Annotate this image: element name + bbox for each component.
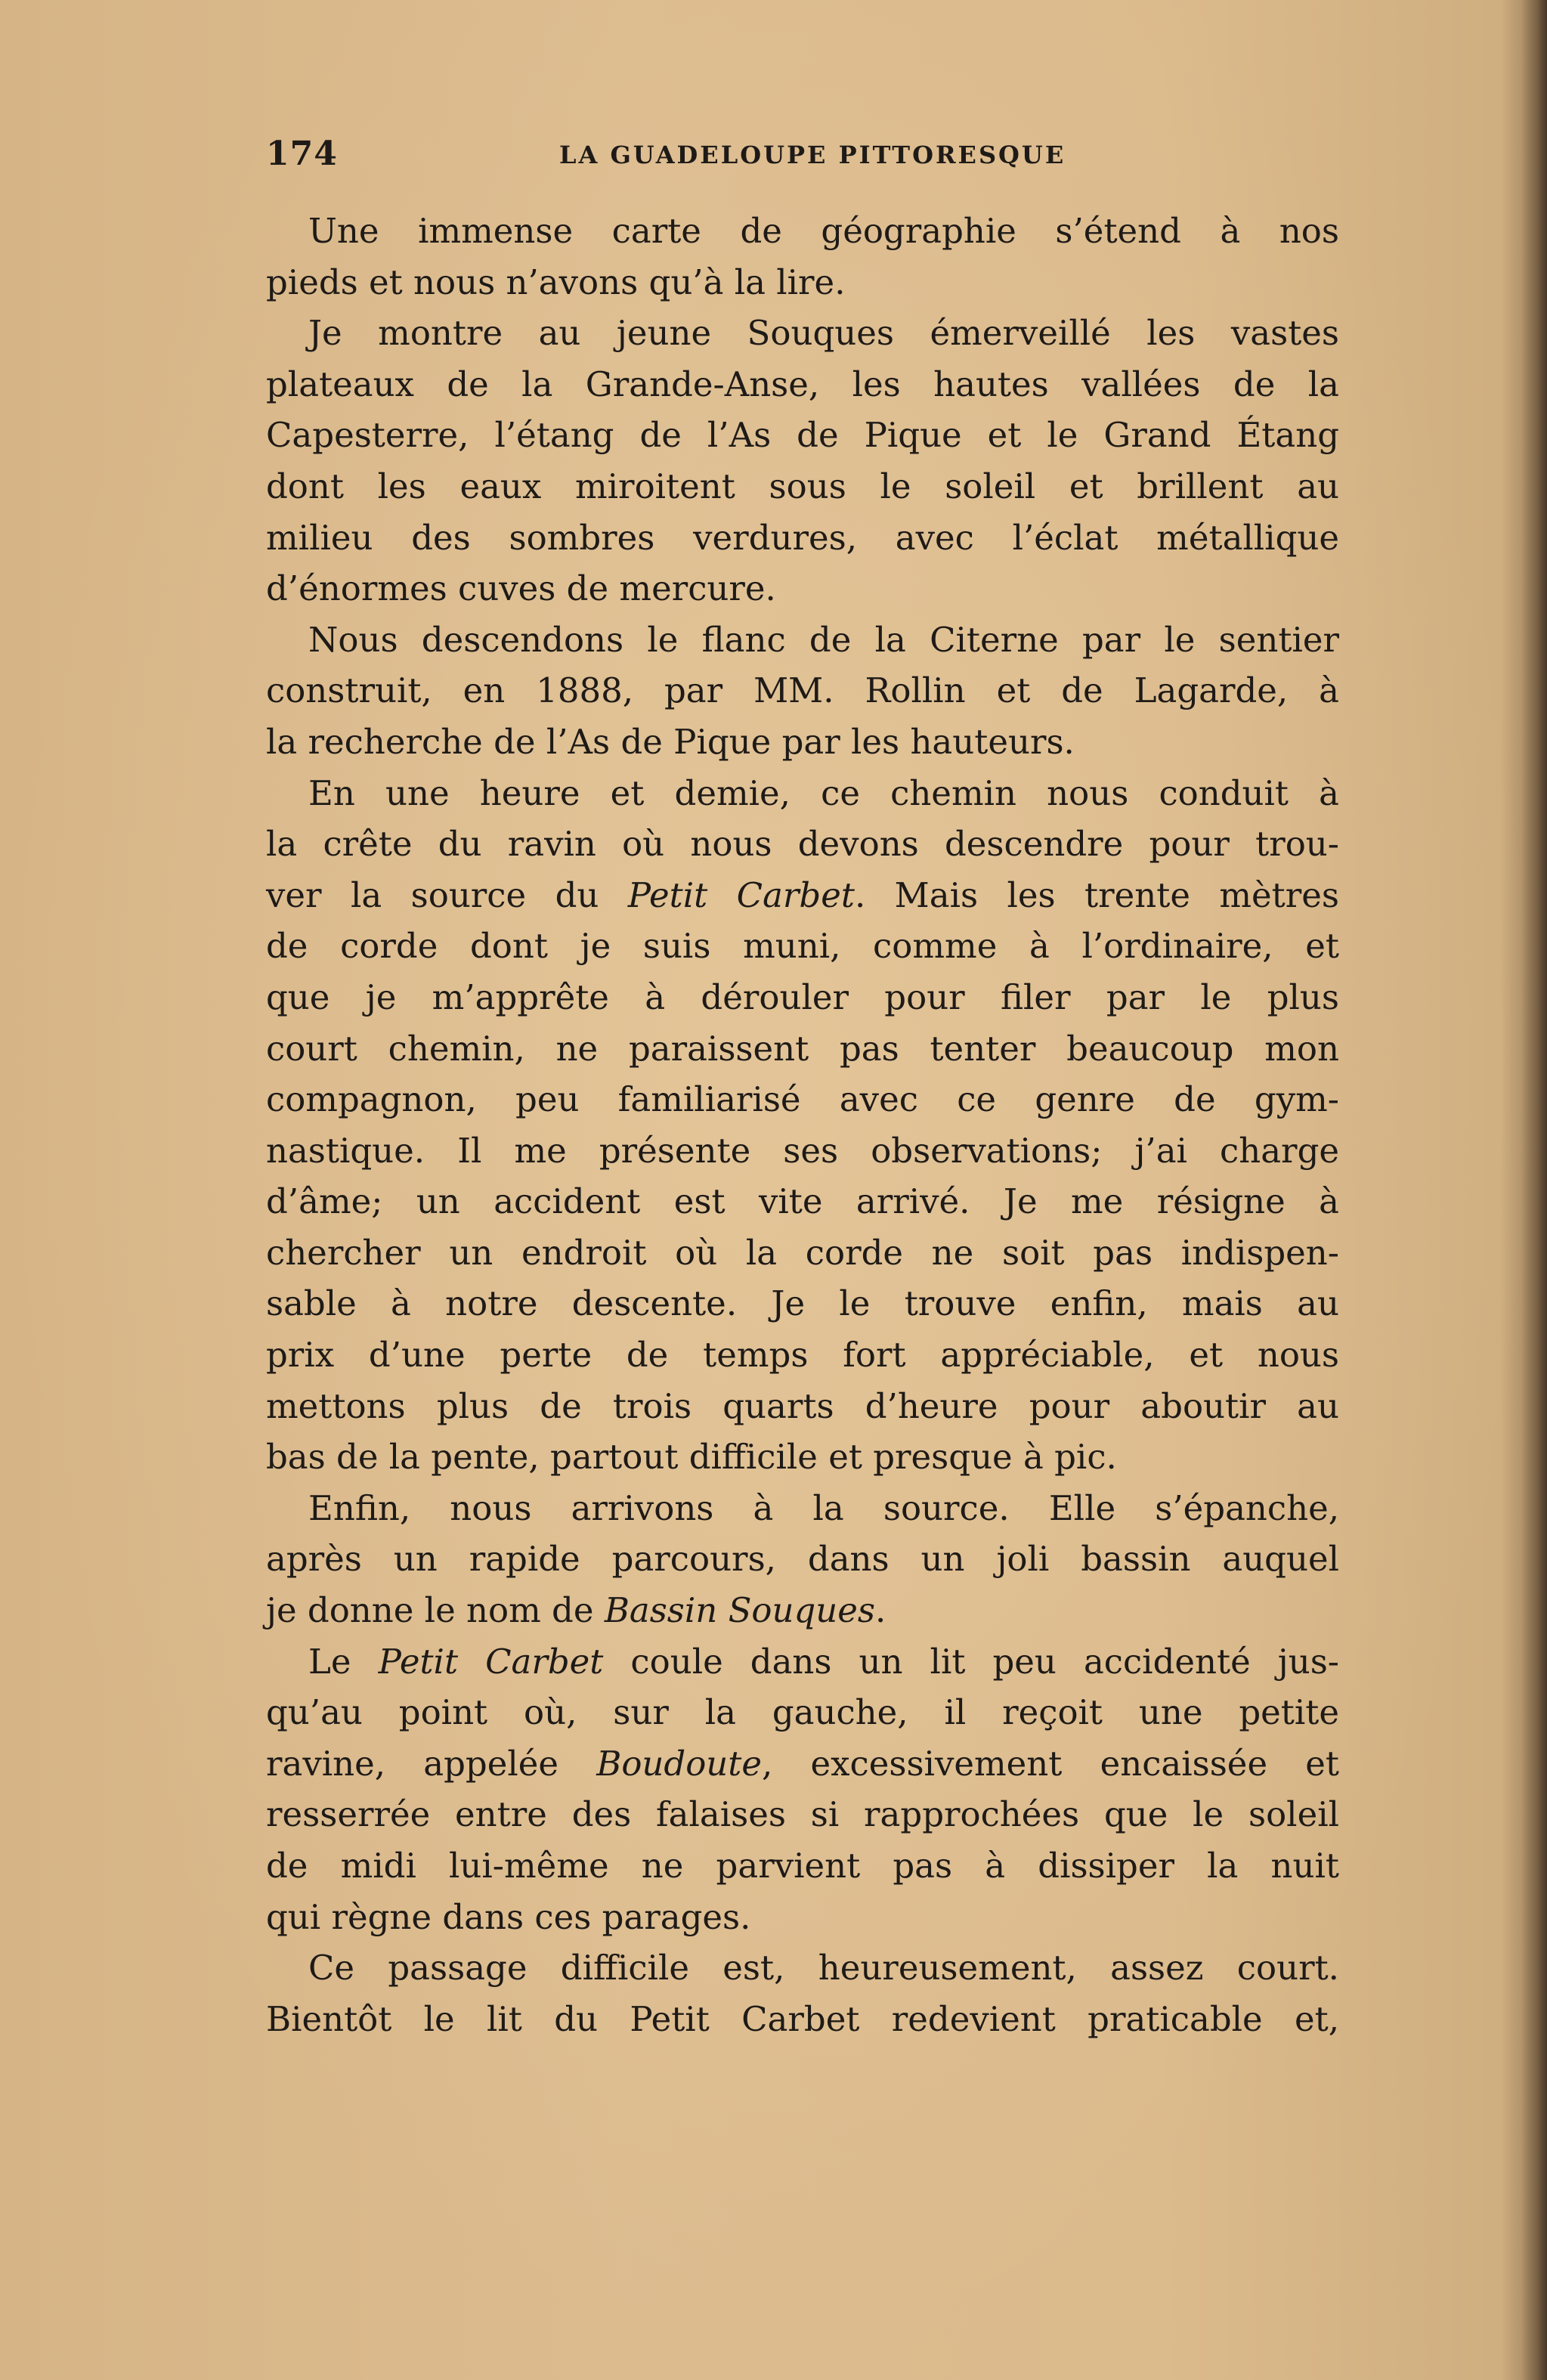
text-fragment: . Mais les trente mètres: [854, 874, 1339, 915]
text-line: milieu des sombres verdures, avec l’éclat métallique: [266, 517, 1339, 558]
text-line: Nous descendons le flanc de la Citerne par le sentier: [308, 619, 1339, 660]
text-line: de midi lui-même ne parvient pas à dissiper la nuit: [266, 1846, 1339, 1886]
text-line: d’âme; un accident est vite arrivé. Je me résigne à: [266, 1181, 1339, 1222]
text-line: [266, 1636, 1339, 1688]
page-edge-shadow: [1521, 0, 1547, 2380]
text-line: nastique. Il me présente ses observations; j’ai charge: [266, 1130, 1339, 1171]
body-text: [266, 206, 1339, 2044]
text-line: que je m’apprête à dérouler pour filer par le plus: [266, 976, 1339, 1017]
page-number: 174: [266, 135, 338, 173]
text-line: chercher un endroit où la corde ne soit pas indispen-: [266, 1232, 1339, 1273]
text-line: Ce passage difficile est, heureusement, assez court.: [308, 1948, 1339, 1988]
text-line: [266, 1738, 1339, 1790]
text-line: court chemin, ne paraissent pas tenter beaucoup mon: [266, 1028, 1339, 1069]
text-line: Je montre au jeune Souques émerveillé les vastes: [308, 313, 1339, 354]
text-line: Bientôt le lit du Petit Carbet redevient praticable et,: [266, 1998, 1339, 2039]
italic-place-name: Petit Carbet: [627, 874, 855, 915]
italic-place-name: Boudoute: [596, 1743, 762, 1784]
text-fragment: .: [875, 1590, 886, 1631]
text-line: [266, 870, 1339, 921]
text-line: prix d’une perte de temps fort appréciable, et nous: [266, 1335, 1339, 1376]
text-line: plateaux de la Grande-Anse, les hautes vallées de la: [266, 364, 1339, 404]
text-line: dont les eaux miroitent sous le soleil et brillent au: [266, 466, 1339, 506]
text-line: resserrée entre des falaises si rapprochées que le soleil: [266, 1794, 1339, 1835]
text-line: pieds et nous n’avons qu’à la lire.: [266, 262, 846, 302]
text-fragment: je donne le nom de: [266, 1590, 605, 1631]
text-line: En une heure et demie, ce chemin nous conduit à: [308, 772, 1339, 813]
italic-place-name: Petit Carbet: [378, 1641, 604, 1682]
text-line: d’énormes cuves de mercure.: [266, 568, 776, 609]
text-fragment: ver la source du: [266, 874, 628, 915]
text-fragment: , excessivement encaissée et: [762, 1743, 1340, 1784]
text-fragment: Le: [308, 1641, 379, 1682]
text-line: qui règne dans ces parages.: [266, 1896, 751, 1937]
text-line: la recherche de l’As de Pique par les hauteurs.: [266, 721, 1075, 762]
text-line: qu’au point où, sur la gauche, il reçoit une petite: [266, 1692, 1339, 1733]
text-line: compagnon, peu familiarisé avec ce genre de gym-: [266, 1079, 1339, 1120]
running-head: [266, 135, 1339, 180]
text-line: Capesterre, l’étang de l’As de Pique et le Grand Étang: [266, 415, 1339, 456]
text-line: sable à notre descente. Je le trouve enfin, mais au: [266, 1283, 1339, 1324]
text-line: [266, 1585, 1339, 1636]
text-line: Une immense carte de géographie s’étend à nos: [308, 211, 1339, 251]
text-line: la crête du ravin où nous devons descendre pour trou-: [266, 824, 1339, 865]
text-fragment: coule dans un lit peu accidenté jus-: [603, 1641, 1339, 1682]
text-line: de corde dont je suis muni, comme à l’ordinaire, et: [266, 926, 1339, 967]
text-line: après un rapide parcours, dans un joli bassin auquel: [266, 1539, 1339, 1580]
text-line: mettons plus de trois quarts d’heure pour aboutir au: [266, 1385, 1339, 1426]
running-title: LA GUADELOUPE PITTORESQUE: [559, 141, 1066, 169]
text-line: construit, en 1888, par MM. Rollin et de Lagarde, à: [266, 670, 1339, 711]
text-fragment: ravine, appelée: [266, 1743, 597, 1784]
italic-place-name: Bassin Souques: [604, 1590, 875, 1631]
text-line: Enfin, nous arrivons à la source. Elle s’épanche,: [308, 1487, 1339, 1528]
text-line: bas de la pente, partout difficile et presque à pic.: [266, 1437, 1117, 1478]
